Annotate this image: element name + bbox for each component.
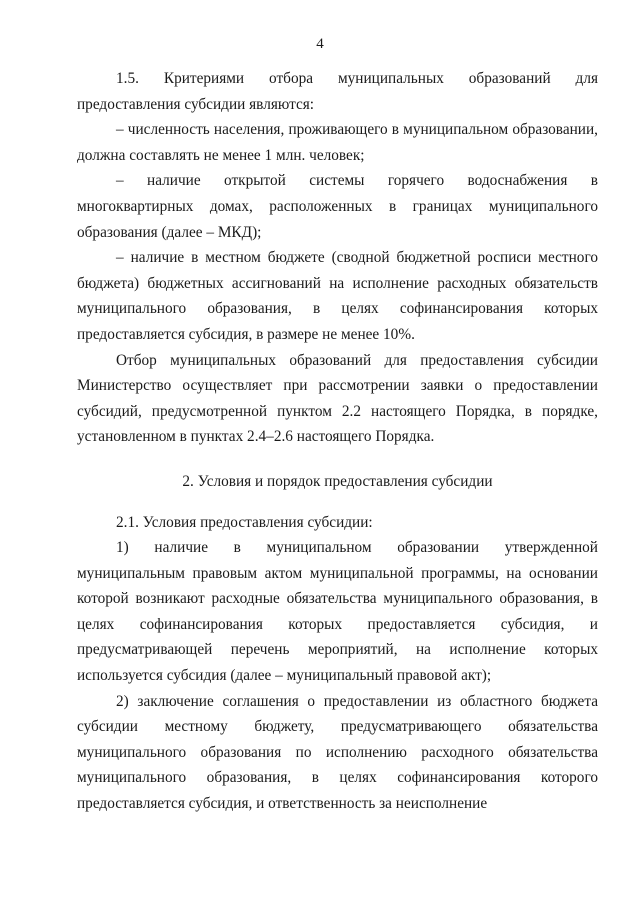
paragraph-condition-1: 1) наличие в муниципальном образовании утвержденной муниципальным правовым актом муниципальной программы, на основании которой возникают расходные обязательства муниципального образования, в целях софинансирования которых предоставляется субсидия, и предусматривающей перечень мероприятий, на исполнение которых используется субсидия (далее – муниципальный правовой акт); [77,539,598,685]
paragraph-hot-water-criterion: – наличие открытой системы горячего водоснабжения в многоквартирных домах, расположенных в границах муниципального образования (далее – МКД); [77,172,598,241]
paragraph-budget-criterion: – наличие в местном бюджете (сводной бюджетной росписи местного бюджета) бюджетных ассигнований на исполнение расходных обязательств муниципального образования, в целях софинансирования которых предоставляется субсидия, в размере не менее 10%. [77,249,598,343]
paragraph-population-criterion: – численность населения, проживающего в муниципальном образовании, должна составлять не менее 1 млн. человек; [77,121,598,164]
section-heading-2: 2. Условия и порядок предоставления субсидии [182,472,493,490]
paragraph-selection-procedure: Отбор муниципальных образований для предоставления субсидии Министерство осуществляет при рассмотрении заявки о предоставлении субсидий, предусмотренной пунктом 2.2 настоящего Порядка, в порядке, установленном в пунктах 2.4–2.6 настоящего Порядка. [77,351,598,446]
paragraph-condition-2: 2) заключение соглашения о предоставлении из областного бюджета субсидии местному бюджету, предусматривающего обязательства муниципального образования по исполнению расходного обязательства муниципального образования, в целях софинансирования которого предоставляется субсидия, и ответственность за неисполнение [77,692,598,813]
document-body [77,66,598,817]
paragraph-1-5-criteria: 1.5. Критериями отбора муниципальных образований для предоставления субсидии являются: [77,70,598,113]
paragraph-2-1-conditions: 2.1. Условия предоставления субсидии: [116,513,373,531]
page-number: 4 [316,36,324,52]
